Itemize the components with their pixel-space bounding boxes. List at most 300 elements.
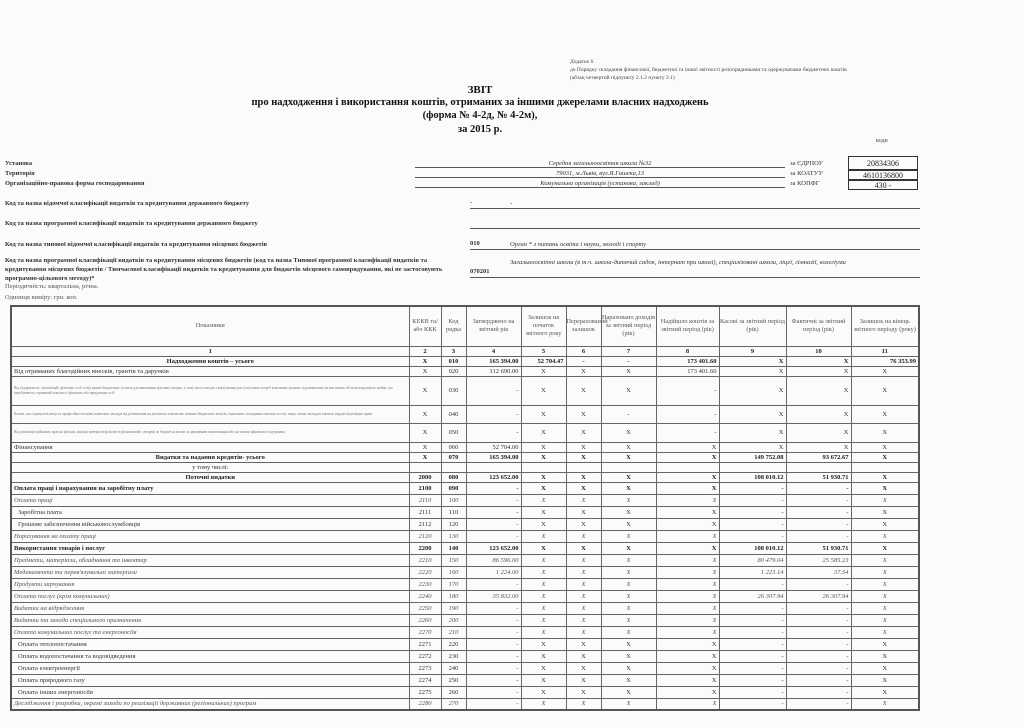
row-cell: 170: [441, 578, 466, 590]
row-cell: X: [656, 638, 719, 650]
row-cell: X: [719, 376, 786, 405]
row-cell: X: [851, 506, 919, 518]
row-cell: 108 010.12: [719, 472, 786, 482]
row-cell: X: [601, 602, 656, 614]
row-label: Оплата комунальних послуг та енергоносіїв: [11, 626, 409, 638]
row-cell: X: [521, 376, 566, 405]
row-cell: X: [601, 506, 656, 518]
row-cell: X: [566, 506, 601, 518]
classification-code: 070201: [470, 268, 510, 278]
note-line: Додаток 6: [570, 59, 594, 65]
table-row: [11, 602, 919, 614]
info-code: 4610136800: [848, 170, 918, 180]
row-cell: X: [601, 518, 656, 530]
row-cell: X: [521, 472, 566, 482]
classification-name: [510, 219, 920, 229]
row-cell: X: [656, 614, 719, 626]
column-number-row: [11, 346, 919, 356]
row-label: Оплата інших енергоносіїв: [11, 686, 409, 698]
row-cell: X: [601, 472, 656, 482]
row-cell: X: [566, 590, 601, 602]
row-cell: 080: [441, 472, 466, 482]
row-cell: X: [851, 405, 919, 423]
row-cell: 190: [441, 602, 466, 614]
row-cell: X: [601, 662, 656, 674]
row-cell: X: [566, 554, 601, 566]
classification-name: Загальноосвітні школи (в т.ч. школа-дитячий садок, інтернат при школі), спеціалізовані школи, ліцеї, гімназії, колегіуми: [510, 258, 920, 278]
row-cell: X: [601, 530, 656, 542]
table-row: [11, 376, 919, 405]
row-cell: 150: [441, 554, 466, 566]
column-number: 5: [521, 346, 566, 356]
row-cell: 2110: [409, 494, 441, 506]
row-cell: 123 652.00: [466, 542, 521, 554]
row-cell: 52 704.00: [466, 442, 521, 452]
row-label: Оплата праці: [11, 494, 409, 506]
row-label: Предмети, матеріали, обладнання та інвентар: [11, 554, 409, 566]
row-cell: 130: [441, 530, 466, 542]
column-header: Залишок на кінець звітного періоду (року): [851, 306, 919, 346]
table-row: [11, 614, 919, 626]
row-cell: X: [851, 590, 919, 602]
row-cell: -: [601, 356, 656, 366]
row-cell: [521, 462, 566, 472]
table-row: [11, 686, 919, 698]
row-cell: X: [521, 674, 566, 686]
row-cell: X: [566, 542, 601, 554]
row-cell: X: [566, 686, 601, 698]
row-cell: X: [601, 423, 656, 442]
row-cell: X: [656, 626, 719, 638]
row-cell: X: [851, 423, 919, 442]
table-row: [11, 578, 919, 590]
info-code-label: за КОАТУУ: [790, 170, 823, 177]
row-cell: 165 394.00: [466, 452, 521, 462]
row-cell: X: [566, 482, 601, 494]
row-cell: X: [851, 674, 919, 686]
row-cell: X: [566, 376, 601, 405]
table-row: [11, 674, 919, 686]
row-cell: X: [566, 674, 601, 686]
row-cell: -: [466, 662, 521, 674]
column-header: Код рядка: [441, 306, 466, 346]
row-cell: X: [851, 472, 919, 482]
row-cell: -: [786, 674, 851, 686]
row-cell: -: [719, 686, 786, 698]
row-cell: 210: [441, 626, 466, 638]
row-label: Оплата послуг (крім комунальних): [11, 590, 409, 602]
column-number: 3: [441, 346, 466, 356]
row-cell: 2270: [409, 626, 441, 638]
table-row: [11, 626, 919, 638]
column-number: 2: [409, 346, 441, 356]
row-cell: -: [786, 698, 851, 710]
column-header: Надійшло коштів за звітний період (рік): [656, 306, 719, 346]
row-cell: -: [466, 614, 521, 626]
row-cell: -: [719, 530, 786, 542]
row-cell: X: [409, 356, 441, 366]
row-cell: 2100: [409, 482, 441, 494]
row-cell: X: [656, 566, 719, 578]
row-cell: X: [566, 650, 601, 662]
table-row: [11, 698, 919, 710]
row-cell: -: [719, 602, 786, 614]
row-cell: -: [466, 626, 521, 638]
row-cell: 270: [441, 698, 466, 710]
row-cell: 2260: [409, 614, 441, 626]
row-cell: 149 752.08: [719, 452, 786, 462]
classification-name: -: [510, 199, 920, 209]
row-cell: -: [466, 638, 521, 650]
row-cell: X: [601, 494, 656, 506]
row-cell: 2272: [409, 650, 441, 662]
row-cell: X: [601, 614, 656, 626]
row-cell: -: [466, 698, 521, 710]
row-cell: -: [719, 494, 786, 506]
row-cell: X: [521, 590, 566, 602]
row-cell: -: [719, 674, 786, 686]
row-cell: X: [601, 542, 656, 554]
report-title: ЗВІТ: [467, 84, 493, 96]
table-row: [11, 462, 919, 472]
row-cell: X: [851, 602, 919, 614]
row-cell: X: [851, 542, 919, 554]
column-number: 8: [656, 346, 719, 356]
row-cell: 2111: [409, 506, 441, 518]
row-cell: X: [521, 482, 566, 494]
table-row: [11, 650, 919, 662]
row-label: Оплата електроенергії: [11, 662, 409, 674]
report-year: за 2015 р.: [457, 124, 503, 135]
row-cell: -: [719, 518, 786, 530]
row-cell: 180: [441, 590, 466, 602]
row-cell: X: [656, 506, 719, 518]
classification-code: [470, 219, 510, 229]
row-cell: X: [601, 566, 656, 578]
row-cell: X: [566, 602, 601, 614]
row-cell: 2275: [409, 686, 441, 698]
row-cell: X: [656, 602, 719, 614]
row-cell: -: [719, 482, 786, 494]
row-cell: -: [466, 674, 521, 686]
info-code: 20834306: [848, 156, 918, 170]
row-cell: -: [719, 614, 786, 626]
row-label: у тому числі:: [11, 462, 409, 472]
row-cell: 37.54: [786, 566, 851, 578]
row-cell: X: [851, 366, 919, 376]
classification-label: Код та назва відомчої класифікації видатків та кредитування державного бюджету: [5, 200, 249, 207]
row-cell: -: [656, 423, 719, 442]
row-cell: X: [656, 472, 719, 482]
row-cell: X: [566, 452, 601, 462]
row-cell: -: [786, 494, 851, 506]
row-cell: X: [566, 662, 601, 674]
row-label: Від реалізації майнових прав на фільми, кінодні матеріали фільмів та фільмокопій, створені за бюджетні кошти за державним замовленням або на умовах фінансової підтримки: [11, 423, 409, 442]
column-header: Показники: [11, 306, 409, 346]
row-cell: 51 930.71: [786, 542, 851, 554]
row-cell: X: [851, 698, 919, 710]
row-cell: X: [656, 518, 719, 530]
row-cell: 020: [441, 366, 466, 376]
appendix-note: [570, 58, 847, 82]
row-cell: 93 672.67: [786, 452, 851, 462]
column-header: Нараховано доходів за звітний період (рік): [601, 306, 656, 346]
row-cell: 108 010.12: [719, 542, 786, 554]
row-cell: X: [521, 614, 566, 626]
row-cell: X: [656, 578, 719, 590]
row-cell: X: [601, 482, 656, 494]
row-label: Грошове забезпечення військовослужбовців: [11, 518, 409, 530]
row-cell: 112 690.00: [466, 366, 521, 376]
row-cell: X: [656, 542, 719, 554]
row-cell: -: [786, 650, 851, 662]
row-cell: X: [851, 452, 919, 462]
row-cell: 2230: [409, 578, 441, 590]
row-cell: X: [786, 405, 851, 423]
column-number: 11: [851, 346, 919, 356]
column-number: 9: [719, 346, 786, 356]
row-cell: X: [601, 590, 656, 602]
table-row: [11, 356, 919, 366]
info-code-label: за КОПФГ: [790, 180, 820, 187]
column-header: КЕКВ та/або ККК: [409, 306, 441, 346]
info-code: 430 -: [848, 180, 918, 190]
row-cell: X: [409, 442, 441, 452]
row-label: Нарахування на оплату праці: [11, 530, 409, 542]
row-cell: X: [656, 698, 719, 710]
row-cell: 040: [441, 405, 466, 423]
table-row: [11, 542, 919, 554]
row-cell: X: [656, 494, 719, 506]
row-cell: 110: [441, 506, 466, 518]
row-cell: X: [851, 614, 919, 626]
table-row: [11, 442, 919, 452]
row-cell: X: [719, 405, 786, 423]
classification-label: Код та назва типової відомчої класифікації видатків та кредитування місцевих бюджетів: [5, 241, 268, 248]
row-cell: X: [656, 452, 719, 462]
row-cell: 2220: [409, 566, 441, 578]
row-cell: X: [786, 356, 851, 366]
row-cell: X: [851, 554, 919, 566]
row-cell: X: [409, 376, 441, 405]
table-row: [11, 590, 919, 602]
column-header: Касові за звітний період (рік): [719, 306, 786, 346]
row-cell: 050: [441, 423, 466, 442]
row-cell: X: [601, 638, 656, 650]
row-cell: -: [719, 662, 786, 674]
row-cell: X: [521, 518, 566, 530]
row-cell: 240: [441, 662, 466, 674]
row-cell: X: [601, 626, 656, 638]
row-cell: -: [786, 662, 851, 674]
row-cell: [719, 462, 786, 472]
row-cell: X: [601, 452, 656, 462]
row-cell: 2240: [409, 590, 441, 602]
row-cell: 220: [441, 638, 466, 650]
row-label: Від отриманих благодійних внесків, грантів та дарунків: [11, 366, 409, 376]
row-cell: 140: [441, 542, 466, 554]
table-row: [11, 554, 919, 566]
row-cell: 173 401.60: [656, 366, 719, 376]
table-row: [11, 530, 919, 542]
column-number: 7: [601, 346, 656, 356]
row-cell: -: [466, 686, 521, 698]
row-cell: [851, 462, 919, 472]
classification-code: 010: [470, 240, 510, 250]
row-cell: -: [786, 626, 851, 638]
row-label: Оплата природного газу: [11, 674, 409, 686]
row-cell: X: [566, 614, 601, 626]
row-cell: 123 652.00: [466, 472, 521, 482]
classification-label: Код та назва програмної класифікації видатків та кредитування державного бюджету: [5, 220, 258, 227]
row-cell: X: [601, 376, 656, 405]
row-cell: -: [466, 423, 521, 442]
row-cell: X: [719, 442, 786, 452]
row-cell: X: [521, 566, 566, 578]
row-cell: X: [566, 366, 601, 376]
row-cell: 86 596.00: [466, 554, 521, 566]
row-cell: -: [466, 650, 521, 662]
row-cell: 160: [441, 566, 466, 578]
row-cell: 100: [441, 494, 466, 506]
column-number: 4: [466, 346, 521, 356]
row-cell: X: [521, 452, 566, 462]
row-cell: X: [656, 482, 719, 494]
column-number: 10: [786, 346, 851, 356]
row-cell: X: [566, 626, 601, 638]
info-value: Комунальна організація (установа, заклад): [415, 180, 785, 188]
codes-header: коди: [876, 138, 888, 144]
row-cell: X: [786, 366, 851, 376]
table-row: [11, 638, 919, 650]
row-cell: X: [521, 650, 566, 662]
row-cell: -: [786, 518, 851, 530]
row-cell: -: [786, 530, 851, 542]
row-cell: X: [566, 472, 601, 482]
row-cell: 010: [441, 356, 466, 366]
row-cell: X: [851, 650, 919, 662]
row-cell: X: [656, 662, 719, 674]
row-label: Оплата праці і нарахування на заробітну плату: [11, 482, 409, 494]
column-header: Фактичні за звітний період (рік): [786, 306, 851, 346]
row-label: Медикаменти та перев'язувальні матеріали: [11, 566, 409, 578]
row-cell: X: [521, 506, 566, 518]
row-cell: X: [851, 638, 919, 650]
row-cell: X: [719, 356, 786, 366]
row-cell: X: [786, 376, 851, 405]
row-label: Видатки на відрядження: [11, 602, 409, 614]
row-cell: 76 353.99: [851, 356, 919, 366]
row-cell: -: [601, 405, 656, 423]
row-cell: X: [521, 405, 566, 423]
table-row: [11, 506, 919, 518]
row-cell: X: [601, 674, 656, 686]
row-cell: X: [851, 566, 919, 578]
row-label: Використання товарів і послуг: [11, 542, 409, 554]
row-cell: [409, 462, 441, 472]
row-cell: 2273: [409, 662, 441, 674]
row-cell: X: [521, 602, 566, 614]
row-cell: -: [466, 602, 521, 614]
row-cell: X: [851, 626, 919, 638]
row-cell: X: [566, 638, 601, 650]
table-row: [11, 566, 919, 578]
row-cell: -: [466, 405, 521, 423]
row-cell: 1 223.14: [719, 566, 786, 578]
row-cell: 260: [441, 686, 466, 698]
column-number: 1: [11, 346, 409, 356]
form-number: (форма № 4-2д, № 4-2м),: [422, 110, 538, 121]
row-label: Від підприємств, організацій, фізичних осіб та від інших бюджетних установ для виконання цільових заходів, у тому числі заходів з відчуження для суспільних потреб земельних ділянок та розміщених на них інших об'єктів нерухомого майна, що перебувають у приватній власності фізичних або юридичних осіб: [11, 376, 409, 405]
table-row: [11, 366, 919, 376]
row-cell: -: [656, 405, 719, 423]
row-cell: -: [566, 356, 601, 366]
row-cell: -: [786, 638, 851, 650]
row-cell: X: [409, 452, 441, 462]
row-cell: 26 307.94: [719, 590, 786, 602]
row-cell: X: [851, 662, 919, 674]
row-cell: -: [786, 614, 851, 626]
report-subtitle: про надходження і використання коштів, отриманих за іншими джерелами власних надходжень: [251, 97, 709, 108]
row-cell: 2210: [409, 554, 441, 566]
row-label: Видатки та надання кредитів- усього: [11, 452, 409, 462]
row-cell: X: [601, 686, 656, 698]
row-label: Оплата водопостачання та водовідведення: [11, 650, 409, 662]
row-cell: X: [656, 442, 719, 452]
row-label: Заробітна плата: [11, 506, 409, 518]
row-cell: [786, 462, 851, 472]
classification-code: -: [470, 199, 510, 209]
info-label: Територія: [5, 170, 35, 177]
table-row: [11, 662, 919, 674]
row-cell: X: [851, 686, 919, 698]
row-cell: X: [656, 686, 719, 698]
info-value: 79031, м.Львів, вул.Я.Гашека,13: [415, 170, 785, 178]
row-cell: -: [466, 494, 521, 506]
row-cell: X: [601, 366, 656, 376]
row-cell: -: [466, 530, 521, 542]
row-cell: X: [719, 366, 786, 376]
column-header: Затверджено на звітний рік: [466, 306, 521, 346]
row-label: Кошти, що отримують вищі та професійно-технічні навчальні заклади від розміщення на депозитах тимчасово вільних бюджетних коштів, отриманих за надання платних послуг, якщо таким закладам законом надано відповідне право: [11, 405, 409, 423]
row-cell: -: [719, 578, 786, 590]
row-cell: -: [466, 518, 521, 530]
periodicity: Періодичність: квартальна, річна.: [5, 283, 99, 290]
row-cell: X: [409, 405, 441, 423]
row-cell: X: [786, 423, 851, 442]
row-cell: X: [566, 698, 601, 710]
note-line: (абзац четвертий підпункту 2.1.2 пункту 2.1): [570, 75, 675, 81]
info-value: Середня загальноосвітня школа №32: [415, 160, 785, 168]
row-label: Надходження коштів – усього: [11, 356, 409, 366]
table-row: [11, 423, 919, 442]
row-label: Оплата теплопостачання: [11, 638, 409, 650]
table-row: [11, 472, 919, 482]
row-cell: 250: [441, 674, 466, 686]
table-row: [11, 518, 919, 530]
row-cell: 2271: [409, 638, 441, 650]
row-cell: 2280: [409, 698, 441, 710]
row-cell: X: [566, 442, 601, 452]
classification-label: Код та назва програмної класифікації видатків та кредитування місцевих бюджетів (код та назва Типової програмної класифікації видатків та кредитування місцевих бюджетів / Тимчасової класифікації видатків та кредитування для бюджетів місцевого самоврядування, які не застосовують програмно-цільового методу)*: [5, 257, 443, 282]
row-cell: -: [466, 578, 521, 590]
row-cell: X: [566, 494, 601, 506]
row-label: Дослідження і розробки, окремі заходи по реалізації державних (регіональних) програм: [11, 698, 409, 710]
row-cell: [601, 462, 656, 472]
row-cell: 060: [441, 442, 466, 452]
row-cell: [466, 462, 521, 472]
row-cell: -: [786, 482, 851, 494]
